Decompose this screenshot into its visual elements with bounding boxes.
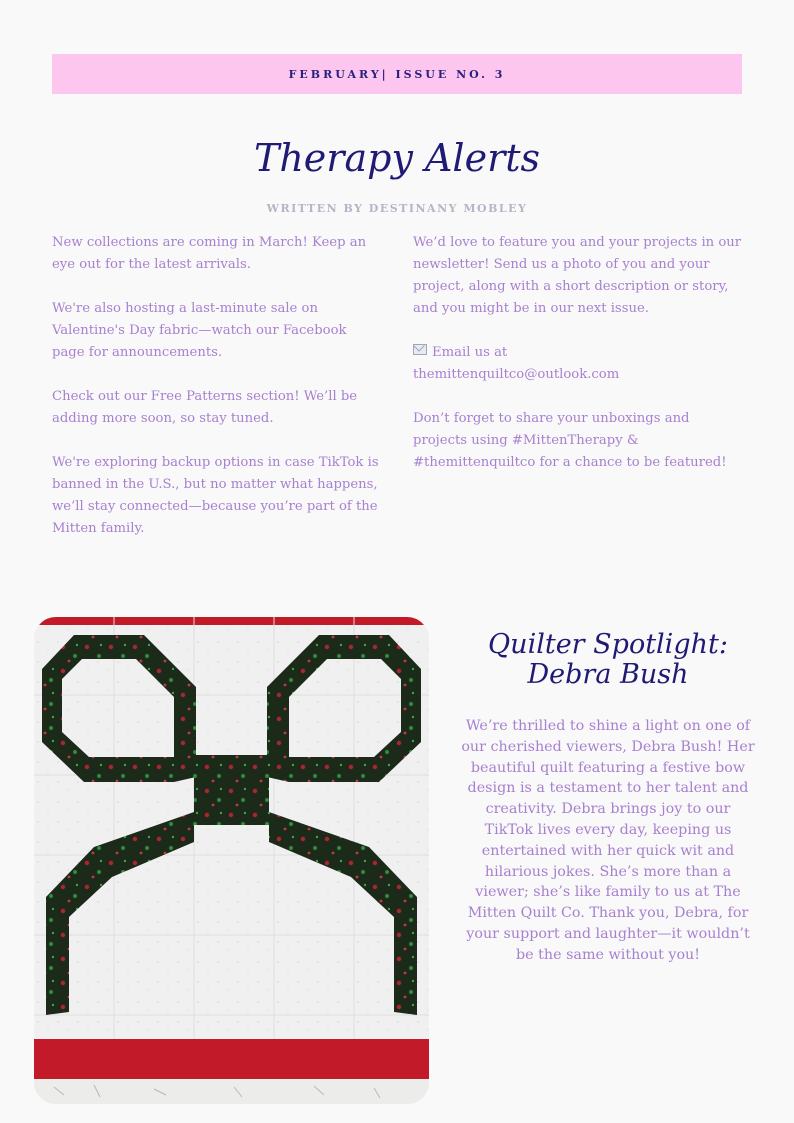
quilt-image	[34, 617, 429, 1104]
left-column	[52, 232, 382, 562]
quilt-photo	[34, 617, 429, 1104]
spotlight-title-line1: Quilter Spotlight:	[488, 629, 728, 660]
issue-line: FEBRUARY| ISSUE NO. 3	[288, 67, 506, 81]
paragraph-new-collections: New collections are coming in March! Keep an eye out for the latest arrivals.	[52, 235, 367, 272]
page-title: Therapy Alerts	[253, 136, 541, 180]
spotlight-title-line2: Debra Bush	[527, 659, 689, 690]
spotlight-title	[440, 630, 776, 690]
email-address-link[interactable]: themittenquiltco@outlook.com	[413, 367, 620, 382]
paragraph-valentines-sale: We're also hosting a last-minute sale on Valentine's Day fabric—watch our Facebook page for announcements.	[52, 301, 347, 360]
spotlight-body: We’re thrilled to shine a light on one of our cherished viewers, Debra Bush! Her beautiful quilt featuring a festive bow design is a testament to her talent and creativity. Debra brings joy to our TikTok lives every day, keeping us entertained with her quick wit and hilarious jokes. She’s more than a viewer; she’s like family to us at The Mitten Quilt Co. Thank you, Debra, for your support and laughter—it wouldn’t be the same without you!	[461, 718, 755, 963]
issue-banner	[52, 54, 742, 94]
paragraph-share: Don’t forget to share your unboxings and projects using #MittenTherapy & #themittenquiltco for a chance to be featured!	[413, 411, 727, 470]
envelope-icon	[413, 344, 427, 355]
paragraph-tiktok-backup: We're exploring backup options in case TikTok is banned in the U.S., but no matter what happens, we’ll stay connected—because you’re part of the Mitten family.	[52, 455, 379, 536]
right-column	[413, 232, 743, 496]
paragraph-feature-you: We’d love to feature you and your projects in our newsletter! Send us a photo of you and your project, along with a short description or story, and you might be in our next issue.	[413, 235, 742, 316]
paragraph-free-patterns: Check out our Free Patterns section! We’ll be adding more soon, so stay tuned.	[52, 389, 358, 426]
paragraph-email	[413, 342, 743, 386]
byline: WRITTEN BY DESTINANY MOBLEY	[266, 202, 528, 215]
email-label: Email us at	[432, 345, 508, 360]
